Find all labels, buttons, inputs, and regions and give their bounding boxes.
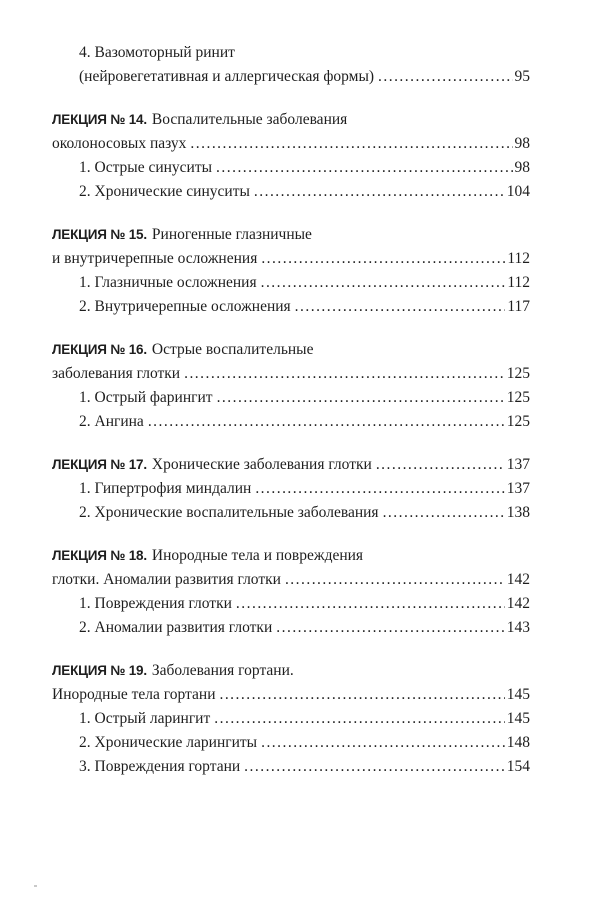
page-number: 125 (506, 389, 530, 406)
lecture-18-heading (52, 544, 530, 568)
dot-leader (261, 271, 506, 295)
lecture-19-item-1 (52, 707, 530, 731)
dot-leader (276, 616, 504, 640)
dot-leader (244, 755, 505, 779)
dot-leader (148, 410, 505, 434)
dot-leader (214, 707, 504, 731)
dot-leader (383, 501, 505, 525)
page-number: 125 (506, 365, 530, 382)
toc-item-title: 1. Острый фарингит (79, 389, 213, 406)
lecture-18-item-2 (52, 616, 530, 640)
dot-leader (261, 247, 505, 271)
lecture-14-item-1 (52, 156, 530, 180)
page-number: 125 (506, 413, 530, 430)
toc-item-title: 1. Острый ларингит (79, 710, 211, 727)
lecture-16-heading-cont (52, 362, 530, 386)
page-number: 148 (506, 734, 530, 751)
toc-item-title: 2. Хронические воспалительные заболевания (79, 504, 379, 521)
lecture-title: глотки. Аномалии развития глотки (52, 571, 281, 588)
toc-item-title: 1. Повреждения глотки (79, 595, 232, 612)
lecture-14-item-2 (52, 180, 530, 204)
spacer (52, 319, 530, 338)
dot-leader (295, 295, 506, 319)
page-number: 95 (514, 68, 530, 85)
lecture-15-item-2 (52, 295, 530, 319)
toc-item-title: 1. Гипертрофия миндалин (79, 480, 252, 497)
lecture-title: Инородные тела и повреждения (151, 547, 364, 564)
dot-leader (217, 386, 505, 410)
page-number: 145 (506, 686, 530, 703)
page-number: 142 (506, 571, 530, 588)
lecture-15-heading (52, 223, 530, 247)
lecture-title: Инородные тела гортани (52, 686, 216, 703)
lecture-15-item-1 (52, 271, 530, 295)
table-of-contents (52, 41, 530, 779)
lecture-19-heading-cont (52, 683, 530, 707)
page-number: 154 (506, 758, 530, 775)
lecture-16-heading (52, 338, 530, 362)
lecture-16-item-2 (52, 410, 530, 434)
page-number: 104 (506, 183, 530, 200)
lecture-title: Риногенные глазничные (151, 226, 312, 243)
lecture-18-heading-cont (52, 568, 530, 592)
scan-speck (34, 885, 37, 887)
page-number: 137 (506, 456, 530, 473)
lecture-19-item-2 (52, 731, 530, 755)
lecture-label: ЛЕКЦИЯ № 14. (52, 112, 147, 127)
dot-leader (261, 731, 505, 755)
lecture-title: Заболевания гортани. (151, 662, 294, 679)
page-number: 117 (507, 298, 530, 315)
lecture-19-heading (52, 659, 530, 683)
page-number: 98 (514, 159, 530, 176)
toc-item-title: 2. Ангина (79, 413, 144, 430)
spacer (52, 204, 530, 223)
lecture-title: и внутричерепные осложнения (52, 250, 258, 267)
toc-item-title: 2. Хронические ларингиты (79, 734, 258, 751)
lecture-title: Хронические заболевания глотки (151, 456, 372, 473)
dot-leader (378, 65, 512, 89)
page-number: 112 (507, 274, 530, 291)
spacer (52, 640, 530, 659)
lecture-17-item-1 (52, 477, 530, 501)
dot-leader (184, 362, 505, 386)
toc-item-title: 3. Повреждения гортани (79, 758, 241, 775)
dot-leader (219, 683, 504, 707)
dot-leader (255, 477, 504, 501)
page-number: 138 (506, 504, 530, 521)
lecture-16-item-1 (52, 386, 530, 410)
lecture-17-heading (52, 453, 530, 477)
toc-item-title: 1. Острые синуситы (79, 159, 213, 176)
dot-leader (376, 453, 505, 477)
toc-item-title: (нейровегетативная и аллергическая формы) (79, 68, 375, 85)
toc-item-vasomotor-rhinitis-line1 (52, 41, 530, 65)
spacer (52, 89, 530, 108)
page-number: 142 (506, 595, 530, 612)
lecture-label: ЛЕКЦИЯ № 17. (52, 457, 147, 472)
dot-leader (190, 132, 512, 156)
dot-leader (216, 156, 512, 180)
lecture-17-item-2 (52, 501, 530, 525)
toc-item-title: 2. Аномалии развития глотки (79, 619, 273, 636)
page-number: 137 (506, 480, 530, 497)
lecture-19-item-3 (52, 755, 530, 779)
lecture-label: ЛЕКЦИЯ № 15. (52, 227, 147, 242)
lecture-label: ЛЕКЦИЯ № 16. (52, 342, 147, 357)
lecture-label: ЛЕКЦИЯ № 19. (52, 663, 147, 678)
dot-leader (254, 180, 505, 204)
toc-item-vasomotor-rhinitis-line2 (52, 65, 530, 89)
lecture-14-heading (52, 108, 530, 132)
toc-item-title: 1. Глазничные осложнения (79, 274, 257, 291)
spacer (52, 525, 530, 544)
spacer (52, 434, 530, 453)
lecture-14-heading-cont (52, 132, 530, 156)
page-number: 145 (506, 710, 530, 727)
lecture-title: Воспалительные заболевания (151, 111, 348, 128)
page-number: 143 (506, 619, 530, 636)
toc-item-title: 4. Вазомоторный ринит (79, 44, 235, 61)
lecture-15-heading-cont (52, 247, 530, 271)
lecture-title: Острые воспалительные (151, 341, 314, 358)
page-number: 112 (507, 250, 530, 267)
toc-item-title: 2. Внутричерепные осложнения (79, 298, 291, 315)
lecture-title: заболевания глотки (52, 365, 181, 382)
lecture-18-item-1 (52, 592, 530, 616)
toc-item-title: 2. Хронические синуситы (79, 183, 250, 200)
dot-leader (236, 592, 505, 616)
dot-leader (285, 568, 505, 592)
page-number: 98 (514, 135, 530, 152)
lecture-label: ЛЕКЦИЯ № 18. (52, 548, 147, 563)
lecture-title: околоносовых пазух (52, 135, 187, 152)
